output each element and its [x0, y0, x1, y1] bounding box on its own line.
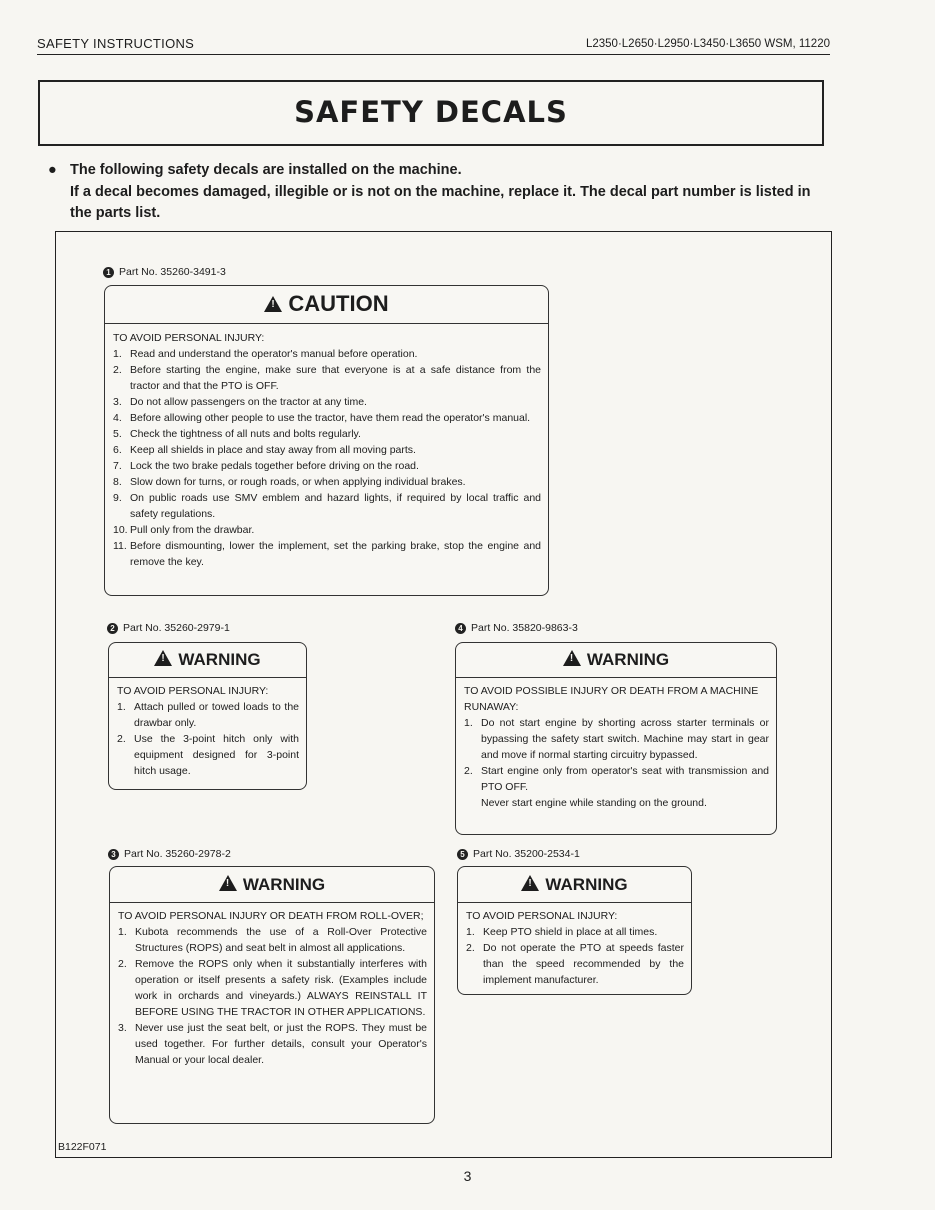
decal-1-caution — [104, 285, 549, 596]
list-item: 11. Before dismounting, lower the implement, set the parking brake, stop the engine and remove the key. — [113, 540, 541, 568]
list-item: 4. Before allowing other people to use the tractor, have them read the operator's manual. — [113, 412, 531, 424]
list-item: 1. Keep PTO shield in place at all times. — [466, 926, 658, 938]
intro-line-1: The following safety decals are installed on the machine. — [70, 162, 462, 178]
decal-3-heading — [110, 867, 434, 903]
decal-4-body — [456, 678, 776, 811]
decal-2-body — [109, 678, 306, 779]
list-item: 2. Start engine only from operator's seat with transmission and PTO OFF. — [464, 765, 769, 793]
decal-5-list — [466, 924, 684, 988]
decal-5-body — [458, 903, 691, 988]
list-item: 9. On public roads use SMV emblem and hazard lights, if required by local traffic and safety regulations. — [113, 492, 541, 520]
decal-2-part-label — [107, 622, 230, 634]
decal-4-list — [464, 715, 769, 795]
list-item: 8. Slow down for turns, or rough roads, or when applying individual brakes. — [113, 476, 466, 488]
warning-triangle-icon — [521, 875, 539, 891]
figure-code: B122F071 — [58, 1141, 107, 1153]
decal-5-warning — [457, 866, 692, 995]
decal-3-heading-text: WARNING — [242, 875, 326, 894]
decal-2-heading-text: WARNING — [178, 650, 261, 669]
bullet-icon: ● — [48, 162, 57, 178]
decal-3-part-label — [108, 848, 231, 860]
list-item: 2. Before starting the engine, make sure that everyone is at a safe distance from the tractor and that the PTO is OFF. — [113, 364, 541, 392]
decal-5-heading — [458, 867, 691, 903]
intro-line-2: If a decal becomes damaged, illegible or is not on the machine, replace it. The decal part number is listed in the parts list. — [70, 184, 811, 221]
decal-number-badge: 2 — [107, 623, 118, 634]
title-box — [38, 80, 824, 146]
decal-1-intro: TO AVOID PERSONAL INJURY: — [113, 332, 265, 344]
decal-4-extra-note: Never start engine while standing on the ground. — [481, 797, 707, 809]
decal-number-badge: 3 — [108, 849, 119, 860]
decal-4-intro: TO AVOID POSSIBLE INJURY OR DEATH FROM A MACHINE RUNAWAY: — [464, 685, 759, 713]
page-title: SAFETY DECALS — [294, 95, 568, 129]
header-model-info: L2350·L2650·L2950·L3450·L3650 WSM, 11220 — [585, 38, 830, 50]
list-item: 1. Read and understand the operator's manual before operation. — [113, 348, 418, 360]
decal-number-badge: 1 — [103, 267, 114, 278]
list-item: 3. Never use just the seat belt, or just the ROPS. They must be used together. For further details, consult your Operator's Manual or your local dealer. — [118, 1022, 427, 1066]
list-item: 6. Keep all shields in place and stay away from all moving parts. — [113, 444, 416, 456]
decal-5-intro: TO AVOID PERSONAL INJURY: — [466, 910, 618, 922]
decal-5-part-number: Part No. 35200-2534-1 — [473, 848, 580, 860]
list-item: 10. Pull only from the drawbar. — [113, 524, 255, 536]
decal-3-body — [110, 903, 434, 1068]
decal-1-list — [113, 346, 541, 570]
decal-4-warning — [455, 642, 777, 835]
decal-1-part-label — [103, 266, 226, 278]
decal-1-part-number: Part No. 35260-3491-3 — [119, 266, 226, 278]
list-item: 1. Attach pulled or towed loads to the drawbar only. — [117, 701, 299, 729]
decal-3-warning — [109, 866, 435, 1124]
warning-triangle-icon — [264, 296, 282, 312]
decal-1-heading-text: CAUTION — [288, 291, 389, 316]
decal-2-warning — [108, 642, 307, 790]
decal-4-part-label — [455, 622, 578, 634]
warning-triangle-icon — [154, 650, 172, 666]
decal-number-badge: 4 — [455, 623, 466, 634]
list-item: 3. Do not allow passengers on the tractor at any time. — [113, 396, 367, 408]
decal-2-intro: TO AVOID PERSONAL INJURY: — [117, 685, 269, 697]
decal-2-part-number: Part No. 35260-2979-1 — [123, 622, 230, 634]
list-item: 7. Lock the two brake pedals together before driving on the road. — [113, 460, 419, 472]
decal-3-intro: TO AVOID PERSONAL INJURY OR DEATH FROM ROLL-OVER; — [118, 910, 424, 922]
list-item: 2. Do not operate the PTO at speeds faster than the speed recommended by the implement manufacturer. — [466, 942, 684, 986]
list-item: 2. Use the 3-point hitch only with equipment designed for 3-point hitch usage. — [117, 733, 299, 777]
header-section-title: SAFETY INSTRUCTIONS — [37, 36, 195, 51]
decal-4-heading — [456, 643, 776, 678]
decal-5-part-label — [457, 848, 580, 860]
decal-1-heading — [105, 286, 548, 324]
warning-triangle-icon — [219, 875, 237, 891]
decal-5-heading-text: WARNING — [545, 875, 628, 894]
list-item: 5. Check the tightness of all nuts and bolts regularly. — [113, 428, 361, 440]
list-item: 1. Kubota recommends the use of a Roll-Over Protective Structures (ROPS) and seat belt in almost all applications. — [118, 926, 427, 954]
warning-triangle-icon — [563, 650, 581, 666]
list-item: 2. Remove the ROPS only when it substantially interferes with operation or itself presents a safety risk. (Examples include work in orchards and vineyards.) ALWAYS REINSTALL IT BEFORE USING THE TRACTOR IN OTHER APPLICATIONS. — [118, 958, 427, 1018]
page-number: 3 — [463, 1168, 472, 1184]
decal-3-list — [118, 924, 427, 1068]
header-rule — [37, 54, 830, 55]
decal-4-part-number: Part No. 35820-9863-3 — [471, 622, 578, 634]
decal-2-heading — [109, 643, 306, 678]
decal-number-badge: 5 — [457, 849, 468, 860]
decal-2-list — [117, 699, 299, 779]
decal-1-body — [105, 324, 548, 570]
decal-4-heading-text: WARNING — [586, 650, 670, 669]
list-item: 1. Do not start engine by shorting across starter terminals or bypassing the safety start switch. Machine may start in gear and move if normal starting circuitry bypassed. — [464, 717, 769, 761]
decal-3-part-number: Part No. 35260-2978-2 — [124, 848, 231, 860]
